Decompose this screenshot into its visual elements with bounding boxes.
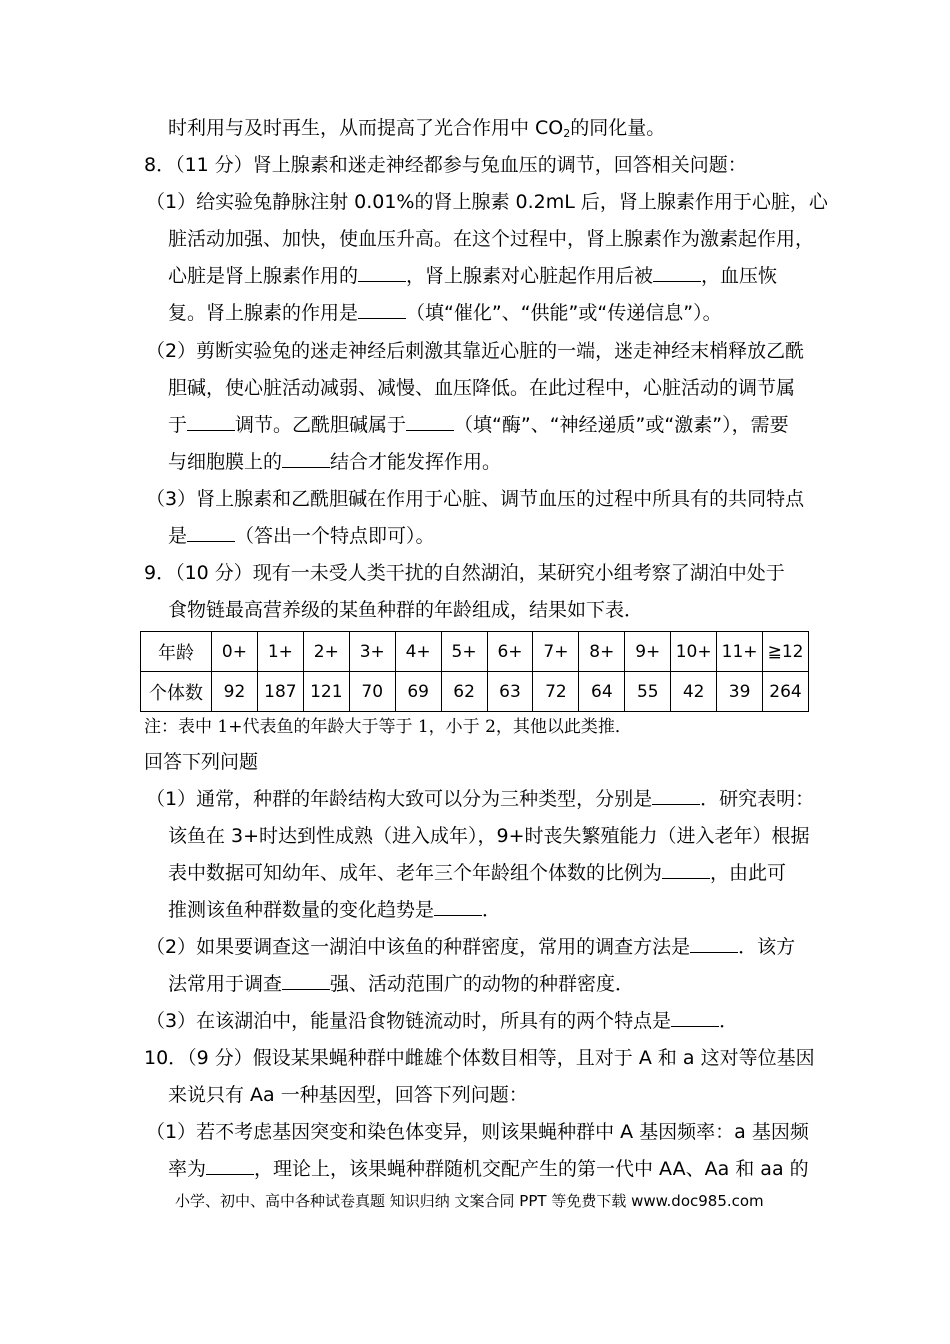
text-line: 与细胞膜上的 结合才能发挥作用。 — [168, 451, 502, 473]
table-cell: 92 — [212, 672, 258, 712]
table-row-ages — [141, 632, 809, 672]
answer-blank — [690, 934, 738, 953]
answer-blank — [358, 263, 406, 282]
table-cell: 70 — [349, 672, 395, 712]
table-row-counts — [141, 672, 809, 712]
table-note: 注：表中 1+代表鱼的年龄大于等于 1，小于 2，其他以此类推． — [144, 717, 632, 737]
text-line: （2）如果要调查这一湖泊中该鱼的种群密度，常用的调查方法是 ．该方 — [146, 936, 796, 958]
answer-blank — [206, 1156, 254, 1175]
question-10-header: 10．（9 分）假设某果蝇种群中雌雄个体数目相等，且对于 A 和 a 这对等位基因 — [144, 1047, 815, 1069]
table-cell: 55 — [625, 672, 671, 712]
text-line: 复。肾上腺素的作用是 （填“催化”、“供能”或“传递信息”）。 — [168, 302, 722, 324]
answer-blank — [653, 263, 701, 282]
text-line: 脏活动加强、加快，使血压升高。在这个过程中，肾上腺素作为激素起作用， — [168, 228, 815, 250]
answer-blank — [434, 897, 482, 916]
table-cell: 10+ — [671, 632, 717, 672]
table-cell: 0+ — [212, 632, 258, 672]
table-cell: 5+ — [441, 632, 487, 672]
table-cell: 121 — [303, 672, 349, 712]
answer-blank — [282, 971, 330, 990]
table-cell: 11+ — [717, 632, 763, 672]
table-cell: 39 — [717, 672, 763, 712]
question-9-header: 9．（10 分）现有一未受人类干扰的自然湖泊，某研究小组考察了湖泊中处于 — [144, 562, 785, 584]
question-8-header: 8．（11 分）肾上腺素和迷走神经都参与兔血压的调节，回答相关问题： — [144, 154, 747, 176]
text-line: （1）若不考虑基因突变和染色体变异，则该果蝇种群中 A 基因频率：a 基因频 — [146, 1121, 809, 1143]
text-line: 该鱼在 3+时达到性成熟（进入成年），9+时丧失繁殖能力（进入老年）根据 — [168, 825, 810, 847]
text-line: 推测该鱼种群数量的变化趋势是 ． — [168, 899, 502, 921]
answer-blank — [282, 449, 330, 468]
text-line: 食物链最高营养级的某鱼种群的年龄组成，结果如下表． — [168, 599, 644, 621]
text-line: 心脏是肾上腺素作用的 ，肾上腺素对心脏起作用后被 ，血压恢 — [168, 265, 778, 287]
text-line: （2）剪断实验兔的迷走神经后刺激其靠近心脏的一端，迷走神经末梢释放乙酰 — [146, 340, 805, 362]
text-line: （3）在该湖泊中，能量沿食物链流动时，所具有的两个特点是 ． — [146, 1010, 739, 1032]
text-line: （1）给实验兔静脉注射 0.01%的肾上腺素 0.2mL 后，肾上腺素作用于心脏，心 — [146, 191, 828, 213]
table-cell: 187 — [257, 672, 303, 712]
age-structure-table — [140, 631, 809, 712]
table-cell: 6+ — [487, 632, 533, 672]
answer-blank — [187, 523, 235, 542]
table-cell: 42 — [671, 672, 717, 712]
table-cell: 9+ — [625, 632, 671, 672]
table-cell: 264 — [763, 672, 809, 712]
table-row-header: 个体数 — [141, 672, 212, 712]
footer-text: 小学、初中、高中各种试卷真题 知识归纳 文案合同 PPT 等免费下载 www.doc985.com — [175, 1192, 764, 1210]
text-line: 胆碱，使心脏活动减弱、减慢、血压降低。在此过程中，心脏活动的调节属 — [168, 377, 796, 399]
answer-blank — [671, 1008, 719, 1027]
answer-blank — [187, 412, 235, 431]
text-line: 于 调节。乙酰胆碱属于 （填“酶”、“神经递质”或“激素”），需要 — [168, 414, 789, 436]
table-cell: ≧12 — [763, 632, 809, 672]
table-row-header: 年龄 — [141, 632, 212, 672]
table-cell: 69 — [395, 672, 441, 712]
text-line: 是 （答出一个特点即可）。 — [168, 525, 435, 547]
table-cell: 8+ — [579, 632, 625, 672]
answer-blank — [406, 412, 454, 431]
table-cell: 62 — [441, 672, 487, 712]
table-cell: 1+ — [257, 632, 303, 672]
table-cell: 7+ — [533, 632, 579, 672]
text-line: 法常用于调查 强、活动范围广的动物的种群密度． — [168, 973, 635, 995]
table-cell: 2+ — [303, 632, 349, 672]
table-cell: 4+ — [395, 632, 441, 672]
text-line: 来说只有 Aa 一种基因型，回答下列问题： — [168, 1084, 528, 1106]
text-line: （3）肾上腺素和乙酰胆碱在作用于心脏、调节血压的过程中所具有的共同特点 — [146, 488, 805, 510]
answer-blank — [652, 786, 700, 805]
text-line: 回答下列问题 — [144, 751, 259, 773]
text-line: 率为 ，理论上，该果蝇种群随机交配产生的第一代中 AA、Aa 和 aa 的 — [168, 1158, 809, 1180]
table-cell: 63 — [487, 672, 533, 712]
table-cell: 3+ — [349, 632, 395, 672]
text-line: 表中数据可知幼年、成年、老年三个年龄组个体数的比例为 ，由此可 — [168, 862, 787, 884]
answer-blank — [358, 300, 406, 319]
table-cell: 64 — [579, 672, 625, 712]
text-line: 时利用与及时再生，从而提高了光合作用中 $CO_2$的同化量。 — [168, 117, 666, 140]
answer-blank — [662, 860, 710, 879]
table-cell: 72 — [533, 672, 579, 712]
text-line: （1）通常，种群的年龄结构大致可以分为三种类型，分别是 ．研究表明： — [146, 788, 815, 810]
